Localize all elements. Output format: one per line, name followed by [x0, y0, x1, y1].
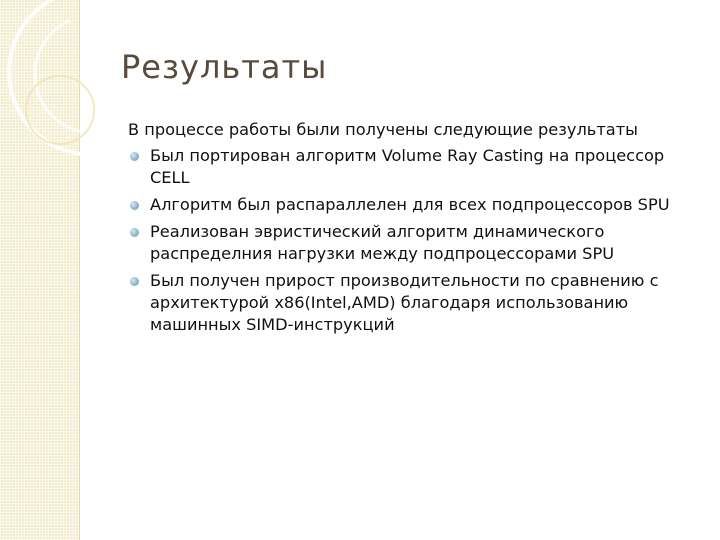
bullet-dot-icon: [130, 277, 139, 286]
bullet-text: Алгоритм был распараллелен для всех подпроцессоров SPU: [150, 195, 670, 214]
bullet-item: [128, 194, 698, 216]
bullet-dot-icon: [130, 152, 139, 161]
bullet-text: Был получен прирост производительности по сравнению с архитектурой x86(Intel,AMD) благодаря использованию машинных SIMD-инструкций: [150, 271, 659, 334]
bullet-dot-icon: [130, 201, 139, 210]
bullet-item: [128, 270, 698, 336]
bullet-list: [128, 145, 698, 336]
bullet-text: Реализован эвристический алгоритм динамического распределния нагрузки между подпроцессорами SPU: [150, 222, 615, 263]
bullet-item: [128, 221, 698, 265]
bullet-text: Был портирован алгоритм Volume Ray Casting на процессор CELL: [150, 146, 665, 187]
bullet-dot-icon: [130, 228, 139, 237]
bullet-item: [128, 145, 698, 189]
slide-title: Результаты: [121, 48, 328, 86]
band-edge-line: [79, 0, 80, 540]
side-decoration-band: [0, 0, 79, 540]
slide-body: [128, 119, 698, 341]
intro-text: В процессе работы были получены следующие результаты: [128, 120, 638, 139]
